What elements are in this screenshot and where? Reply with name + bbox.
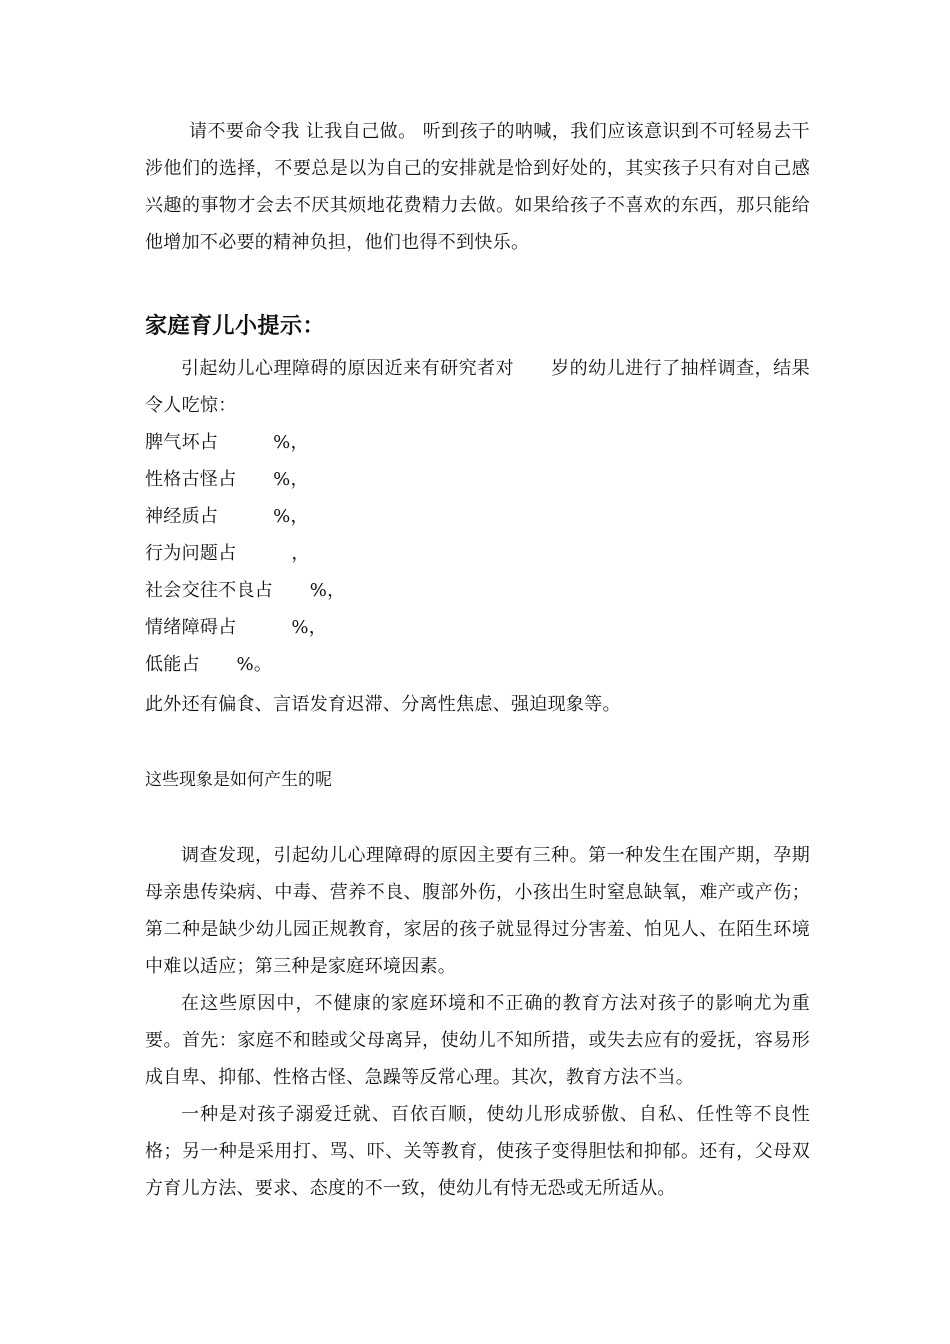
- stat-emotional: 情绪障碍占 %，: [145, 617, 328, 638]
- stat-temper: 脾气坏占 %，: [145, 432, 309, 453]
- tips-lead-paragraph: 引起幼儿心理障碍的原因近来有研究者对 岁的幼儿进行了抽样调查，结果令人吃惊：: [145, 358, 810, 416]
- causes-question: 这些现象是如何产生的呢: [145, 770, 332, 790]
- causes-paragraph-2: 在这些原因中，不健康的家庭环境和不正确的教育方法对孩子的影响尤为重要。首先：家庭不和睦或父母离异，使幼儿不知所措，或失去应有的爱抚，容易形成自卑、抑郁、性格古怪、急躁等反常心理。其次，教育方法不当。: [145, 993, 810, 1088]
- stat-social: 社会交往不良占 %，: [145, 580, 346, 601]
- stat-neurotic: 神经质占 %，: [145, 506, 309, 527]
- stat-low-ability: 低能占 %。: [145, 654, 273, 675]
- stat-personality: 性格古怪占 %，: [145, 469, 309, 490]
- intro-paragraph: 请不要命令我 让我自己做。 听到孩子的呐喊，我们应该意识到不可轻易去干涉他们的选择，不要总是以为自己的安排就是恰到好处的，其实孩子只有对自己感兴趣的事物才会去不厌其烦地花费精力去做。如果给孩子不喜欢的东西，那只能给他增加不必要的精神负担，他们也得不到快乐。: [145, 121, 810, 253]
- stat-behavior: 行为问题占 ，: [145, 543, 310, 564]
- other-issues-line: 此外还有偏食、言语发育迟滞、分离性焦虑、强迫现象等。: [145, 694, 621, 715]
- causes-paragraph-3: 一种是对孩子溺爱迁就、百依百顺，使幼儿形成骄傲、自私、任性等不良性格；另一种是采用打、骂、吓、关等教育，使孩子变得胆怯和抑郁。还有，父母双方育儿方法、要求、态度的不一致，使幼儿有恃无恐或无所适从。: [145, 1104, 810, 1199]
- causes-paragraph-1: 调查发现，引起幼儿心理障碍的原因主要有三种。第一种发生在围产期，孕期母亲患传染病、中毒、营养不良、腹部外伤，小孩出生时窒息缺氧，难产或产伤；第二种是缺少幼儿园正规教育，家居的孩子就显得过分害羞、怕见人、在陌生环境中难以适应；第三种是家庭环境因素。: [145, 845, 810, 977]
- tips-heading: 家庭育儿小提示：: [145, 313, 326, 339]
